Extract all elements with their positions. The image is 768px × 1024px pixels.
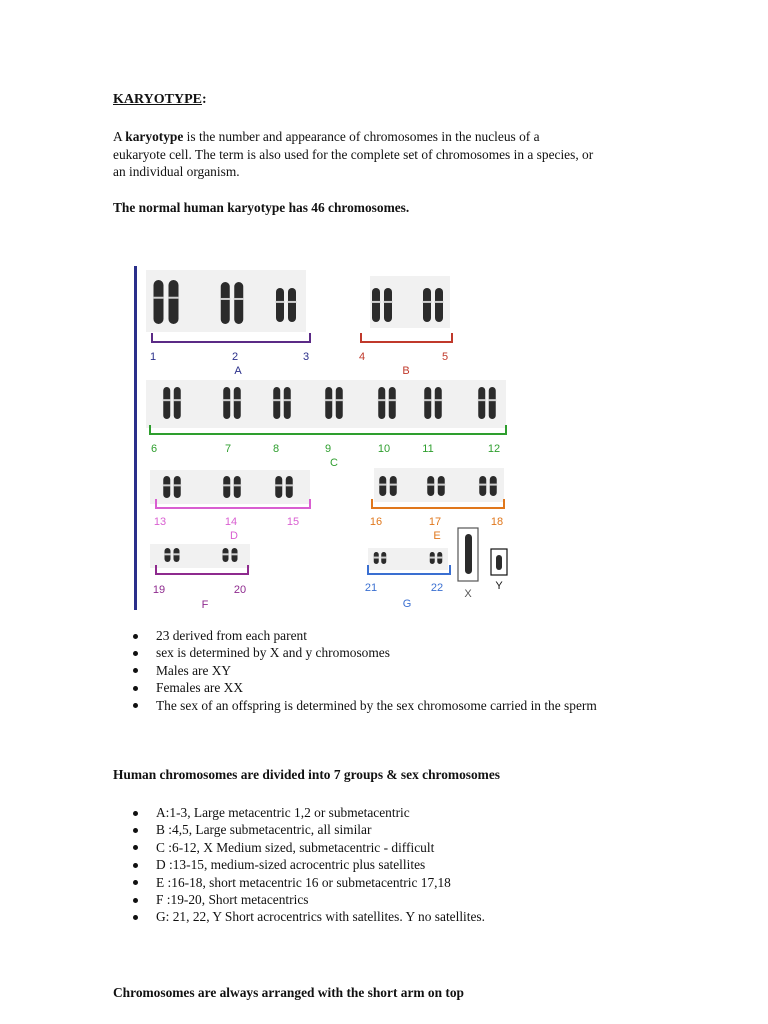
centromere [233, 399, 241, 401]
centromere [423, 301, 432, 303]
intro-line-2: eukaryote cell. The term is also used for the complete set of chromosomes in a species, or [113, 146, 594, 162]
group-letter-f: F [201, 599, 209, 611]
chromosome [478, 387, 485, 419]
centromere [489, 484, 497, 486]
chromosome-number: 8 [272, 443, 280, 455]
chromosome [427, 476, 434, 496]
centromere [153, 297, 164, 299]
chromosome [336, 387, 343, 419]
chromosome [435, 288, 443, 322]
chromosome [221, 282, 230, 324]
chromosome [325, 387, 332, 419]
group-letter-c: C [330, 457, 338, 469]
normal-count-statement: The normal human karyotype has 46 chromosomes. [113, 200, 410, 215]
centromere [233, 484, 241, 486]
centromere [173, 399, 181, 401]
karyotype-figure [128, 262, 528, 612]
facts-list [113, 627, 597, 714]
panel-group-g [368, 548, 448, 570]
chromosome [169, 280, 179, 324]
group-letter-b: B [402, 365, 410, 377]
chromosome-number: 4 [358, 351, 366, 363]
chromosome-number: 6 [150, 443, 158, 455]
centromere [378, 399, 386, 401]
centromere [164, 553, 171, 555]
centromere [488, 399, 496, 401]
centromere [223, 484, 231, 486]
centromere [222, 553, 229, 555]
centromere [285, 484, 293, 486]
chromosome [390, 476, 397, 496]
chromosome-number: 3 [302, 351, 310, 363]
chromosome-number: 12 [487, 443, 501, 455]
centromere [379, 484, 387, 486]
chromosome [223, 476, 230, 498]
chromosome [276, 288, 284, 322]
centromere [434, 399, 442, 401]
centromere [325, 399, 333, 401]
x-chromosome [465, 534, 472, 574]
intro-line1-text: is the number and appearance of chromosomes in the nucleus of a [183, 129, 540, 144]
centromere [168, 297, 179, 299]
chromosome [154, 280, 164, 324]
arrangement-heading: Chromosomes are always arranged with the short arm on top [113, 985, 464, 1000]
chromosome [489, 387, 496, 419]
group-item: F :19-20, Short metacentrics [113, 891, 485, 908]
chromosome [423, 288, 431, 322]
chromosome-number: 11 [422, 443, 434, 455]
centromere [173, 484, 181, 486]
chromosome [288, 288, 296, 322]
chromosome-number: 16 [369, 516, 383, 528]
chromosome-number: 18 [490, 516, 504, 528]
chromosome [438, 476, 445, 496]
centromere [163, 399, 171, 401]
chromosome [384, 288, 392, 322]
chromosome-number: 7 [224, 443, 232, 455]
chromosome [234, 476, 241, 498]
chromosome-number: 5 [441, 351, 449, 363]
centromere [373, 557, 379, 559]
chromosome-number: 9 [324, 443, 332, 455]
fact-item: 23 derived from each parent [113, 627, 597, 644]
chromosome [389, 387, 396, 419]
chromosome [379, 476, 386, 496]
group-item: B :4,5, Large submetacentric, all similar [113, 821, 485, 838]
chromosome [378, 387, 385, 419]
chromosome-number: 17 [428, 516, 442, 528]
centromere [435, 301, 444, 303]
chromosome-number: 13 [153, 516, 167, 528]
group-letter-g: G [402, 598, 412, 610]
chromosome [273, 387, 280, 419]
centromere [372, 301, 381, 303]
title-colon: : [201, 92, 207, 107]
groups-heading: Human chromosomes are divided into 7 groups & sex chromosomes [113, 767, 500, 782]
chromosome [234, 282, 243, 324]
bracket-group-a [152, 333, 310, 342]
group-item: C :6-12, X Medium sized, submetacentric - difficult [113, 839, 485, 856]
chromosome [372, 288, 380, 322]
centromere [381, 557, 387, 559]
group-item: G: 21, 22, Y Short acrocentrics with satellites. Y no satellites. [113, 908, 485, 925]
centromere [275, 484, 283, 486]
fact-item: The sex of an offspring is determined by the sex chromosome carried in the sperm [113, 697, 597, 714]
group-letter-a: A [234, 365, 242, 377]
fact-item: Males are XY [113, 662, 597, 679]
fact-item: sex is determined by X and y chromosomes [113, 644, 597, 661]
chromosome [174, 387, 181, 419]
chromosome-number: 15 [286, 516, 300, 528]
group-item: D :13-15, medium-sized acrocentric plus satellites [113, 856, 485, 873]
chromosome [286, 476, 293, 498]
chromosome-number: 19 [152, 584, 166, 596]
page-title [113, 92, 207, 108]
intro-pre: A [113, 129, 126, 144]
chromosome [163, 387, 170, 419]
centromere [276, 301, 285, 303]
chromosome-number: 20 [233, 584, 247, 596]
y-chromosome [496, 555, 502, 570]
sex-label-x: X [464, 588, 472, 600]
centromere [388, 399, 396, 401]
group-letter-e: E [433, 530, 441, 542]
chromosome [174, 476, 181, 498]
chromosome [223, 387, 230, 419]
centromere [283, 399, 291, 401]
chromosome-number: 22 [430, 582, 444, 594]
centromere [234, 298, 244, 300]
groups-list [113, 804, 485, 926]
chromosome [479, 476, 486, 496]
chromosome [490, 476, 497, 496]
centromere [220, 298, 230, 300]
centromere [478, 399, 486, 401]
centromere [273, 399, 281, 401]
chromosome [234, 387, 241, 419]
figure-rule [134, 266, 137, 610]
group-item: A:1-3, Large metacentric 1,2 or submetacentric [113, 804, 485, 821]
centromere [437, 484, 445, 486]
intro-paragraph [113, 128, 673, 181]
centromere [163, 484, 171, 486]
chromosome [424, 387, 431, 419]
centromere [479, 484, 487, 486]
centromere [427, 484, 435, 486]
intro-line-1 [113, 128, 673, 146]
group-item: E :16-18, short metacentric 16 or submetacentric 17,18 [113, 874, 485, 891]
group-letter-d: D [230, 530, 238, 542]
centromere [384, 301, 393, 303]
title-text: KARYOTYPE [113, 92, 202, 107]
centromere [223, 399, 231, 401]
chromosome-number: 2 [231, 351, 239, 363]
intro-term: karyotype [125, 129, 184, 144]
centromere [429, 557, 435, 559]
chromosome-number: 14 [224, 516, 238, 528]
bracket-group-b [361, 333, 452, 342]
chromosome [284, 387, 291, 419]
centromere [231, 553, 238, 555]
chromosome [435, 387, 442, 419]
centromere [437, 557, 443, 559]
centromere [335, 399, 343, 401]
chromosome-number: 1 [149, 351, 157, 363]
centromere [389, 484, 397, 486]
centromere [173, 553, 180, 555]
chromosome [163, 476, 170, 498]
chromosome-number: 21 [364, 582, 378, 594]
chromosome-number: 10 [377, 443, 391, 455]
sex-label-y: Y [495, 580, 503, 592]
fact-item: Females are XX [113, 679, 597, 696]
centromere [288, 301, 297, 303]
intro-line-3: an individual organism. [113, 164, 240, 180]
chromosome [275, 476, 282, 498]
centromere [424, 399, 432, 401]
